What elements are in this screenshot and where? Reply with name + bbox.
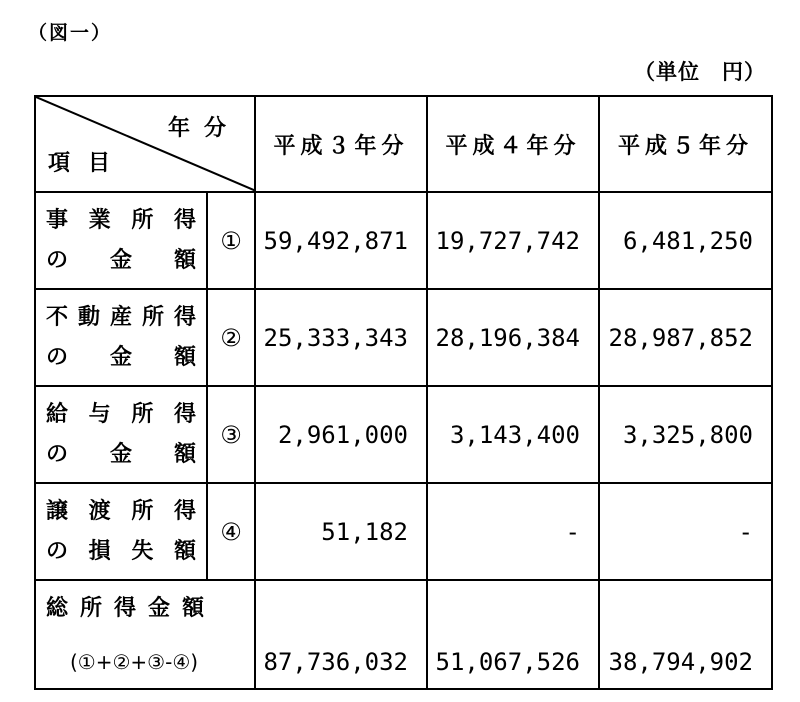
total-label: 総所得金額 [46,596,217,621]
row-label-line1: 事 業 所 得 [46,207,196,233]
value-cell: - [427,483,599,580]
header-row [35,96,772,192]
income-table [34,95,773,690]
table-row [35,386,772,483]
row-label-line1: 不 動 産 所 得 [46,304,196,330]
table-row [35,289,772,386]
value-cell: 51,182 [255,483,427,580]
value-cell: 19,727,742 [427,192,599,289]
value-cell: 25,333,343 [255,289,427,386]
table-row [35,483,772,580]
row-mark: ③ [207,386,255,483]
row-label-line2: の 損 失 額 [46,538,196,564]
row-mark: ① [207,192,255,289]
row-mark: ④ [207,483,255,580]
total-row [35,580,772,689]
value-cell: - [599,483,772,580]
value-cell: 28,987,852 [599,289,772,386]
total-value-cell: 38,794,902 [599,580,772,689]
table-row [35,192,772,289]
year-header-label: 年分 [167,116,240,141]
row-label [35,386,207,483]
value-cell: 2,961,000 [255,386,427,483]
value-cell: 28,196,384 [427,289,599,386]
unit-label: （単位 円） [634,60,766,84]
row-mark: ② [207,289,255,386]
figure-caption: （図一） [28,22,113,44]
year-header-h5: 平成５年分 [599,96,772,192]
total-formula: (①+②+③-④) [70,650,199,674]
row-label-line2: の 金 額 [46,441,196,467]
row-label [35,483,207,580]
corner-cell [35,96,255,192]
total-label-cell [35,580,255,689]
row-label-line1: 給 与 所 得 [46,401,196,427]
year-header-h4: 平成４年分 [427,96,599,192]
row-label [35,192,207,289]
row-label-line1: 譲 渡 所 得 [46,498,196,524]
value-cell: 3,143,400 [427,386,599,483]
item-header-label: 項目 [48,151,129,176]
value-cell: 3,325,800 [599,386,772,483]
row-label [35,289,207,386]
row-label-line2: の 金 額 [46,344,196,370]
value-cell: 59,492,871 [255,192,427,289]
year-header-h3: 平成３年分 [255,96,427,192]
row-label-line2: の 金 額 [46,247,196,273]
total-value-cell: 51,067,526 [427,580,599,689]
value-cell: 6,481,250 [599,192,772,289]
total-value-cell: 87,736,032 [255,580,427,689]
